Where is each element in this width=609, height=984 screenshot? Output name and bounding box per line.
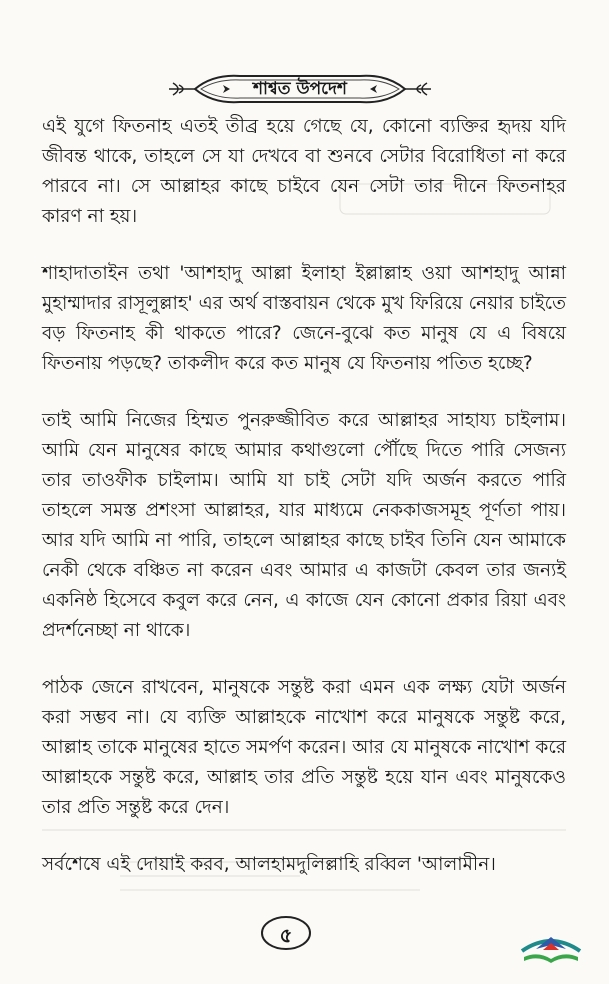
paragraph-4: পাঠক জেনে রাখবেন, মানুষকে সন্তুষ্ট করা এমন এক লক্ষ্য যেটা অর্জন করা সম্ভব না। যে ব্যক্তি আল্লাহকে নাখোশ করে মানুষকে সন্তুষ্ট করে, আল্লাহ তাকে মানুষের হাতে সমর্পণ করেন। আর যে মানুষকে নাখোশ করে আল্লাহকে সন্তুষ্ট করে, আল্লাহ তার প্রতি সন্তুষ্ট হয়ে যান এবং মানুষকেও তার প্রতি সন্তুষ্ট করে দেন। bbox=[42, 677, 566, 818]
paragraph-5: সর্বশেষে এই দোয়াই করব, আলহামদুলিল্লাহি রব্বিল 'আলামীন। bbox=[42, 854, 496, 875]
paragraph-3: তাই আমি নিজের হিম্মত পুনরুজ্জীবিত করে আল্লাহর সাহায্য চাইলাম। আমি যেন মানুষের কাছে আমার কথাগুলো পৌঁছে দিতে পারি সেজন্য তার তাওফীক চাইলাম। আমি যা চাই সেটা যদি অর্জন করতে পারি তাহলে সমস্ত প্রশংসা আল্লাহর, যার মাধ্যমে নেককাজসমূহ পূর্ণতা পায়। আর যদি আমি না পারি, তাহলে আল্লাহর কাছে চাইব তিনি যেন আমাকে নেকী থেকে বঞ্চিত না করেন এবং আমার এ কাজটা কেবল তার জন্যই একনিষ্ঠ হিসেবে কবুল করে নেন, এ কাজে যেন কোনো প্রকার রিয়া এবং প্রদর্শনেচ্ছা না থাকে। bbox=[42, 410, 566, 641]
page-body bbox=[42, 112, 566, 907]
page-number-text: ৫ bbox=[279, 923, 293, 947]
chapter-title: শাশ্বত উপদেশ bbox=[253, 79, 347, 99]
publisher-logo-icon bbox=[518, 925, 584, 969]
paragraph-2: শাহাদাতাইন তথা 'আশহাদু আল্লা ইলাহা ইল্লাল্লাহ ওয়া আশহাদু আন্না মুহাম্মাদার রাসূলুল্লাহ' এর অর্থ বাস্তবায়ন থেকে মুখ ফিরিয়ে নেয়ার চাইতে বড় ফিতনাহ কী থাকতে পারে? জেনে-বুঝে কত মানুষ যে এ বিষয়ে ফিতনায় পড়ছে? তাকলীদ করে কত মানুষ যে ফিতনায় পতিত হচ্ছে? bbox=[42, 263, 566, 374]
chapter-header bbox=[165, 66, 435, 112]
paragraph-1: এই যুগে ফিতনাহ এতই তীব্র হয়ে গেছে যে, কোনো ব্যক্তির হৃদয় যদি জীবন্ত থাকে, তাহলে সে যা দেখবে বা শুনবে সেটার বিরোধিতা না করে পারবে না। সে আল্লাহর কাছে চাইবে যেন সেটা তার দীনে ফিতনাহর কারণ না হয়। bbox=[42, 116, 566, 227]
page-number bbox=[258, 913, 314, 953]
